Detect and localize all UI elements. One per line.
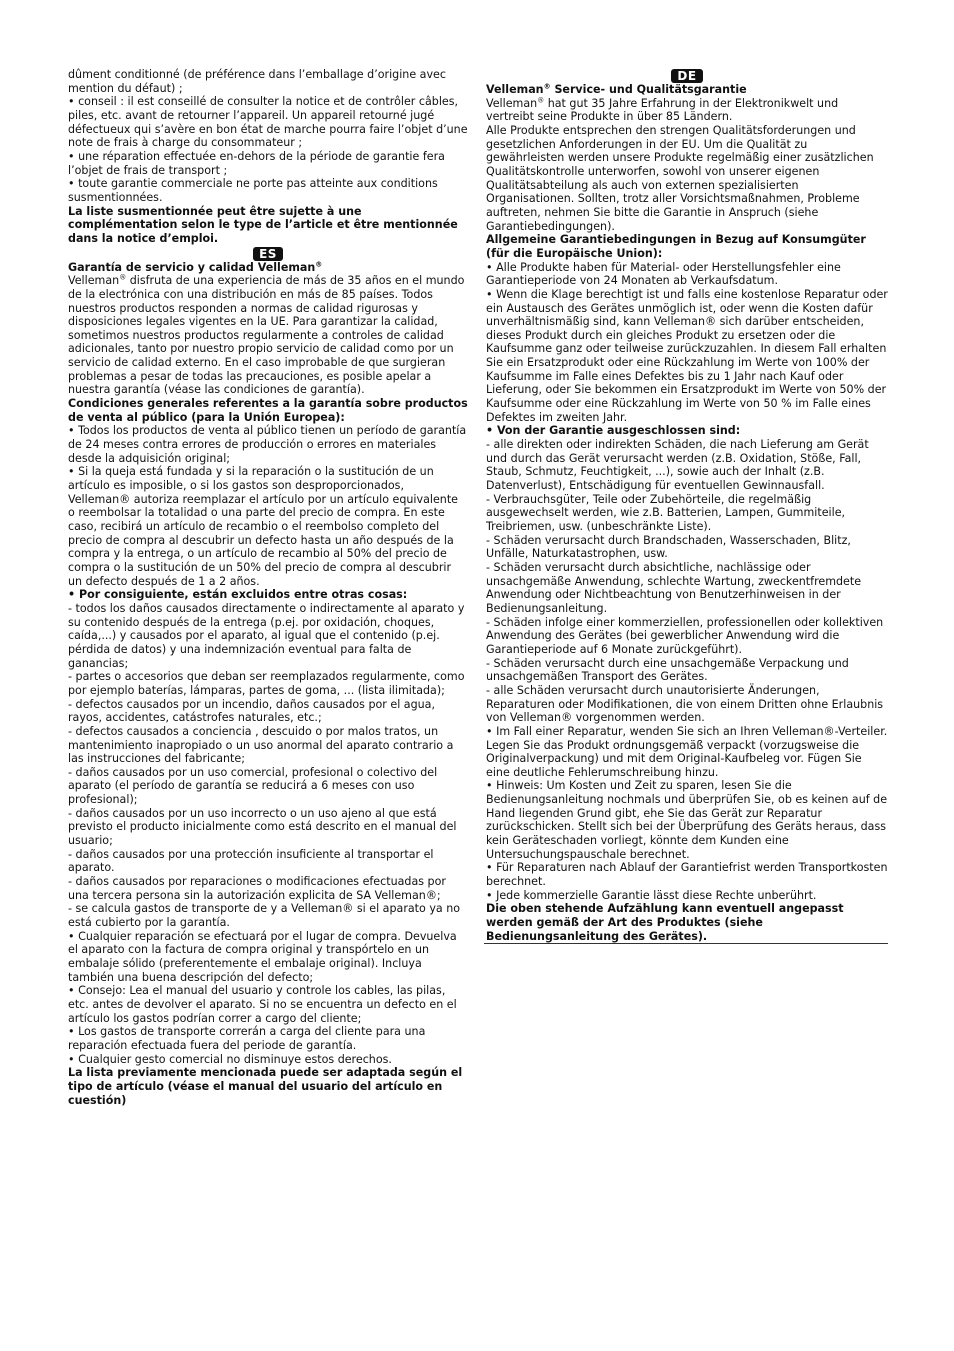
de-intro	[486, 97, 888, 124]
section-divider	[484, 943, 888, 944]
de-item: • Wenn die Klage berechtigt ist und falls eine kostenlose Reparatur oder ein Austausch des Gerätes unmöglich ist, oder wenn die Kosten dafür unverhältnismäßig sind, kann Velleman® sich darüber entscheiden, dieses Produkt durch ein gleiches Produkt zu ersetzen oder die Kaufsumme ganz oder teilweise zurückzuzahlen. In diesem Fall erhalten Sie ein Ersatzprodukt oder eine Rückzahlung im Werte von 100% der Kaufsumme im Falle eines Defektes bis zu 1 Jahr nach Kauf oder Lieferung, oder Sie bekommen ein Ersatzprodukt im Werte von 50% der Kaufsumme oder eine Rückzahlung im Werte von 50 % im Falle eines Defektes im zweiten Jahr.	[486, 287, 888, 424]
brand-name: Velleman	[486, 83, 544, 96]
de-item: • Alle Produkte haben für Material- oder Herstellungsfehler eine Garantieperiode von 24 Monaten ab Verkaufsdatum.	[486, 260, 841, 288]
de-item: • Jede kommerzielle Garantie lässt diese Rechte unberührt.	[486, 888, 817, 902]
de-exclusion: - alle direkten oder indirekten Schäden, die nach Lieferung am Gerät und durch das Gerät verursacht werden (z.B. Oxidation, Stöße, Fall, Staub, Schmutz, Feuchtigkeit, ...), sowie auch der Inhalt (z.B. Datenverlust), Entschädigung für eventuellen Gewinnausfall.	[486, 438, 869, 493]
es-intro-text: disfruta de una experiencia de más de 35 años en el mundo de la electrónica con una distribución en más de 85 países. Todos nuestros productos responden a normas de calidad rigurosas y disposiciones legales vigentes en la UE. Para garantizar la calidad, sometimos nuestros productos regularmente a controles de calidad adicionales, tanto por nuestro propio servicio de calidad como por un servicio de calidad externo. En el caso improbable de que surgieran problemas a pesar de todas las precauciones, es posible apelar a nuestra garantía (véase las condiciones de garantía).	[68, 274, 465, 397]
registered-mark: ®	[119, 273, 127, 282]
left-column	[68, 68, 468, 1107]
es-item: • Si la queja está fundada y si la reparación o la sustitución de un artículo es imposible, o si los gastos son desproporcionados, Velleman® autoriza reemplazar el artículo por un artículo equivalente o reembolsar la totalidad o una parte del precio de compra. En este caso, recibirá un artículo de recambio o el reembolso completo del precio de compra al descubrir un defecto hasta un año después de la compra y la entrega, o un artículo de recambio al 50% del precio de compra o la sustitución de un 50% del precio de compra al descubrir un defecto después de 1 a 2 años.	[68, 465, 458, 588]
de-exclusion: - Schäden verursacht durch absichtliche, nachlässige oder unsachgemäße Anwendung, schlechte Wartung, zweckentfremdete Anwendung oder Nichtbeachtung von Benutzerhinweisen in der Bedienungsanleitung.	[486, 560, 862, 615]
de-item: • Im Fall einer Reparatur, wenden Sie sich an Ihren Velleman®-Verteiler. Legen Sie das Produkt ordnungsgemäß verpackt (vorzugsweise die Originalverpackung) und mit dem Original-Kaufbeleg vor. Fügen Sie eine deutliche Fehlerumschreibung hinzu.	[486, 724, 888, 779]
es-exclusion: - daños causados por un uso incorrecto o un uso ajeno al que está previsto el producto inicialmente como está descrito en el manual del usuario;	[68, 806, 457, 848]
brand-name: Velleman	[68, 274, 120, 288]
es-note: La lista previamente mencionada puede ser adaptada según el tipo de artículo (véase el manual del usuario del artículo en cuestión)	[68, 1066, 463, 1107]
es-exclusion: - se calcula gastos de transporte de y a Velleman® si el aparato ya no está cubierto por la garantía.	[68, 902, 461, 930]
fr-paragraph: • conseil : il est conseillé de consulter la notice et de contrôler câbles, piles, etc. avant de retourner l’appareil. Un appareil retourné jugé défectueux qui s’avère en bon état de marche pourra faire l’objet d’une note de frais à charge du consommateur ;	[68, 95, 468, 150]
es-exclusion: - daños causados por una protección insuficiente al transportar el aparato.	[68, 847, 434, 875]
de-item: • Für Reparaturen nach Ablauf der Garantiefrist werden Transportkosten berechnet.	[486, 861, 888, 889]
registered-mark: ®	[315, 259, 323, 268]
de-note: Die oben stehende Aufzählung kann eventuell angepasst werden gemäß der Art des Produktes (siehe Bedienungsanleitung des Gerätes).	[486, 902, 844, 943]
es-language-badge: ES	[253, 247, 283, 261]
de-intro-text: hat gut 35 Jahre Erfahrung in der Elektronikwelt und vertreibt seine Produkte in über 85 Ländern.	[486, 96, 839, 124]
de-exclusion: - Schäden verursacht durch Brandschaden, Wasserschaden, Blitz, Unfälle, Naturkatastrophen, usw.	[486, 533, 851, 561]
es-exclusion: - daños causados por reparaciones o modificaciones efectuadas por una tercera persona sin la autorización explicita de SA Velleman®;	[68, 875, 446, 902]
brand-name: Velleman	[486, 96, 538, 110]
registered-mark: ®	[537, 95, 545, 104]
de-exclusion: - alle Schäden verursacht durch unautorisierte Änderungen, Reparaturen oder Modifikationen, die von einem Dritten ohne Erlaubnis von Velleman® vorgenommen werden.	[486, 683, 884, 725]
es-intro	[68, 274, 468, 397]
fr-paragraph: dûment conditionné (de préférence dans l’emballage d’origine avec mention du défaut) ;	[68, 68, 446, 95]
de-conditions-title: Allgemeine Garantiebedingungen in Bezug auf Konsumgüter (für die Europäische Union):	[486, 233, 866, 260]
de-exclusions-title: • Von der Garantie ausgeschlossen sind:	[486, 424, 741, 438]
es-conditions-title: Condiciones generales referentes a la garantía sobre productos de venta al público (para la Unión Europea):	[68, 397, 468, 424]
es-item: • Todos los productos de venta al público tienen un período de garantía de 24 meses contra errores de producción o errores en materiales desde la adquisición original;	[68, 424, 467, 465]
fr-paragraph: • une réparation effectuée en-dehors de la période de garantie fera l’objet de frais de transport ;	[68, 149, 445, 177]
fr-note: La liste susmentionnée peut être sujette à une complémentation selon le type de l’article et être mentionnée dans la notice d’emploi.	[68, 204, 458, 245]
de-intro-2: Alle Produkte entsprechen den strengen Qualitätsforderungen und gesetzlichen Anforderungen in der EU. Um die Qualität zu gewährleisten werden unsere Produkte regelmäßig einer zusätzlichen Qualitätskontrolle unterworfen, sowohl von unserer eigenen Qualitätsabteilung als auch von externen spezialisierten Organisationen. Sollten, trotz aller Vorsichtsmaßnahmen, Probleme auftreten, nehmen Sie bitte die Garantie in Anspruch (siehe Garantiebedingungen).	[486, 123, 874, 233]
es-item: • Cualquier reparación se efectuará por el lugar de compra. Devuelva el aparato con la factura de compra original y transpórtelo en un embalaje sólido (preferentemente el embalaje original). Incluya también una buena descripción del defecto;	[68, 929, 457, 984]
es-item: • Consejo: Lea el manual del usuario y controle los cables, las pilas, etc. antes de devolver el aparato. Si no se encuentra un defecto en el artículo los gastos podrían correr a cargo del cliente;	[68, 984, 457, 1025]
de-language-badge: DE	[671, 69, 702, 83]
es-title-text: Garantía de servicio y calidad Velleman	[68, 260, 316, 274]
es-section-title	[68, 261, 468, 275]
es-exclusion: - daños causados por un uso comercial, profesional o colectivo del aparato (el período de garantía se reducirá a 6 meses con uso profesional);	[68, 765, 438, 807]
de-exclusion: - Schäden verursacht durch eine unsachgemäße Verpackung und unsachgemäßen Transport des Gerätes.	[486, 656, 849, 684]
de-exclusion: - Schäden infolge einer kommerziellen, professionellen oder kollektiven Anwendung des Gerätes (bei gewerblicher Anwendung wird die Garantieperiode auf 6 Monate zurückgeführt).	[486, 615, 884, 656]
de-section-title	[486, 83, 888, 97]
right-column	[486, 68, 888, 943]
es-exclusion: - defectos causados por un incendio, daños causados por el agua, rayos, accidentes, catástrofes naturales, etc.;	[68, 697, 436, 725]
de-item: • Hinweis: Um Kosten und Zeit zu sparen, lesen Sie die Bedienungsanleitung nochmals und überprüfen Sie, ob es keinen auf de Hand liegenden Grund gibt, ehe Sie das Gerät zur Reparatur zurückschicken. Stellt sich bei der Überprüfung des Geräts heraus, dass kein Geräteschaden vorliegt, könnte dem Kunden eine Untersuchungspauschale berechnet.	[486, 779, 888, 861]
es-exclusions-title: • Por consiguiente, están excluidos entre otras cosas:	[68, 588, 408, 602]
fr-paragraph: • toute garantie commerciale ne porte pas atteinte aux conditions susmentionnées.	[68, 177, 438, 204]
registered-mark: ®	[543, 82, 551, 91]
es-item: • Cualquier gesto comercial no disminuye estos derechos.	[68, 1052, 392, 1066]
es-badge-wrap	[68, 247, 468, 261]
de-exclusion: - Verbrauchsgüter, Teile oder Zubehörteile, die regelmäßig ausgewechselt werden, wie z.B. Batterien, Lampen, Gummiteile, Treibriemen, usw. (unbeschränkte Liste).	[486, 492, 846, 533]
es-exclusion: - defectos causados a conciencia , descuido o por malos tratos, un mantenimiento inapropiado o un uso anormal del aparato contrario a las instrucciones del fabricante;	[68, 724, 454, 766]
de-badge-wrap	[486, 69, 888, 83]
es-item: • Los gastos de transporte correrán a carga del cliente para una reparación efectuada fuera del periode de garantía.	[68, 1025, 426, 1052]
es-exclusion: - partes o accesorios que deban ser reemplazados regularmente, como por ejemplo baterías, lámparas, partes de goma, ... (lista ilimitada);	[68, 670, 465, 697]
es-exclusion: - todos los daños causados directamente o indirectamente al aparato y su contenido después de la entrega (p.ej. por oxidación, choques, caída,...) y causados por el aparato, al igual que el contenido (p.ej. pérdida de datos) y una indemnización eventual para falta de ganancias;	[68, 601, 465, 670]
de-title-text: Service- und Qualitätsgarantie	[550, 83, 747, 96]
